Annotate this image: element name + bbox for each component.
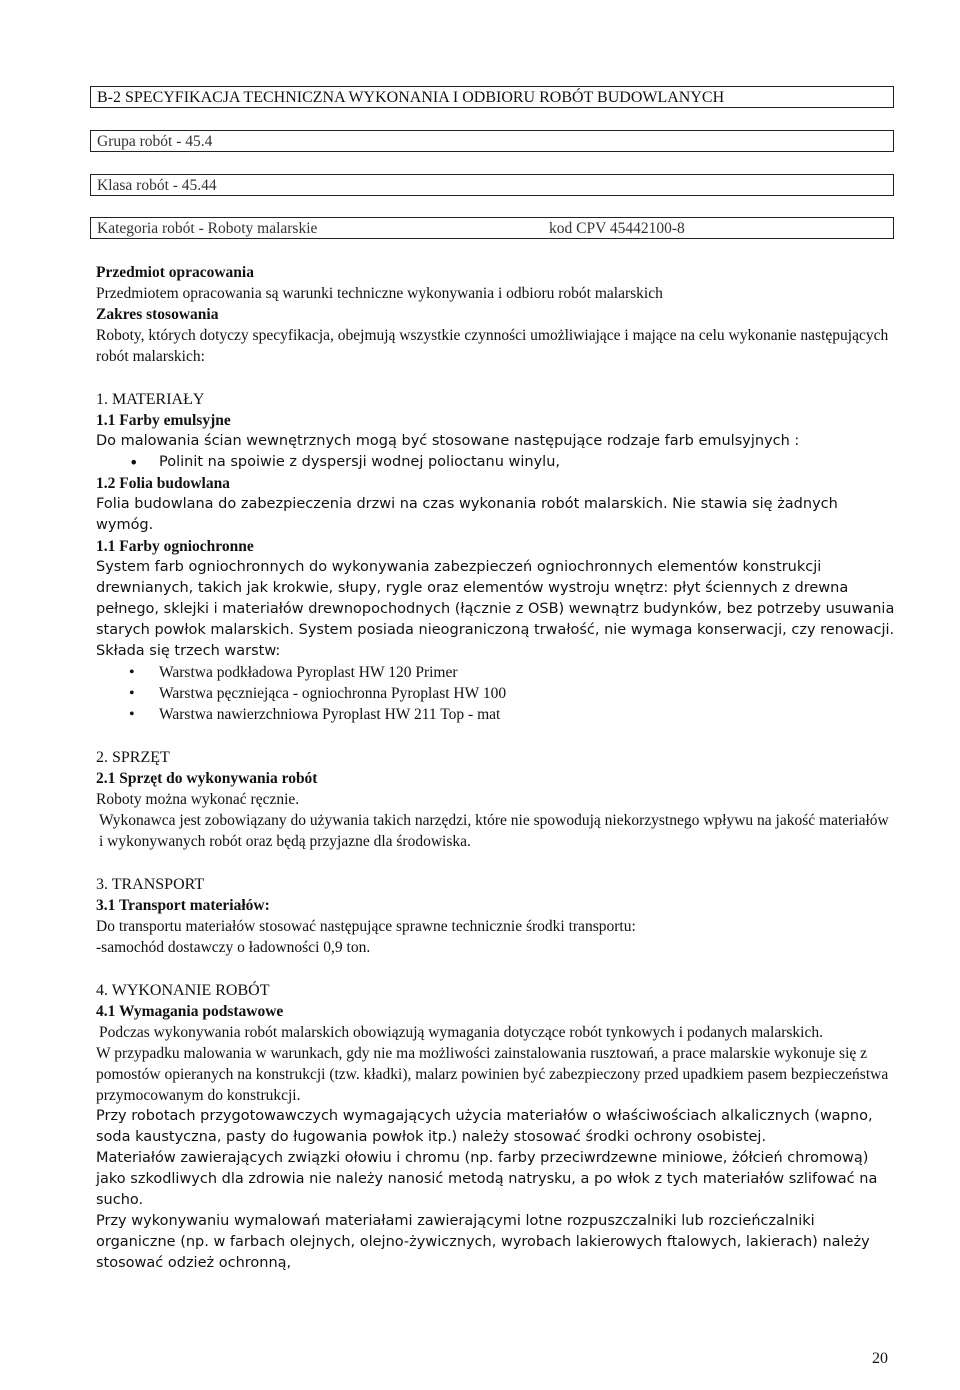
execution-sub-heading: 4.1 Wymagania podstawowe (96, 1003, 284, 1020)
work-category: Kategoria robót - Roboty malarskie (97, 220, 318, 237)
work-group: Grupa robót - 45.4 (97, 133, 213, 150)
page-number: 20 (872, 1350, 888, 1367)
spec-title-box (90, 86, 894, 108)
emulsion-paints-list (96, 452, 896, 473)
subject-text: Przedmiotem opracowania są warunki techniczne wykonywania i odbioru robót malarskich (96, 285, 663, 302)
work-class: Klasa robót - 45.44 (97, 177, 217, 194)
layers-list (96, 662, 896, 725)
list-item: • Polinit na spoiwie z dyspersji wodnej polioctanu winylu, (96, 452, 896, 473)
foil-heading: 1.2 Folia budowlana (96, 475, 230, 492)
execution-paragraph-5: Przy wykonywaniu wymalowań materiałami zawierającymi lotne rozpuszczalniki lub rozcieńczalniki organiczne (np. w farbach olejnych, olejno-żywicznych, wyrobach lakierowych ftalowych, lakierach) należy stosować odzież ochronną, (96, 1213, 870, 1271)
materials-heading: 1. MATERIAŁY (96, 391, 205, 408)
transport-sub-heading: 3.1 Transport materiałów: (96, 897, 270, 914)
work-group-box (90, 130, 894, 152)
equipment-sub-heading: 2.1 Sprzęt do wykonywania robót (96, 770, 318, 787)
fireproof-paints-text: System farb ogniochronnych do wykonywania zabezpieczeń ogniochronnych elementów konstrukcji drewnianych, takich jak krokwie, słupy, rygle oraz elementów wystroju wnętrz: płyt ściennych z drewna pełnego, sklejki i materiałów drewnopochodnych (łącznie z OSB) wewnątrz budynków, bez potrzeby usuwania starych powłok malarskich. System posiada nieograniczoną trwałość, nie wymaga konserwacji, czy renowacji. (96, 559, 895, 638)
work-category-box (90, 217, 894, 239)
transport-heading: 3. TRANSPORT (96, 876, 205, 893)
transport-line-2: -samochód dostawczy o ładowności 0,9 ton. (96, 939, 371, 956)
subject-heading: Przedmiot opracowania (96, 264, 254, 281)
scope-text: Roboty, których dotyczy specyfikacja, obejmują wszystkie czynności umożliwiające i mające na celu wykonanie następujących robót malarskich: (96, 327, 889, 365)
execution-paragraph-2: W przypadku malowania w warunkach, gdy nie ma możliwości zainstalowania rusztowań, a prace malarskie wykonuje się z pomostów opieranych na konstrukcji (tzw. kładki), malarz powinien być zabezpieczony przed upadkiem pasem bezpieczeństwa przymocowanym do konstrukcji. (96, 1045, 889, 1104)
equipment-line-2: Wykonawca jest zobowiązany do używania takich narzędzi, które nie spowodują niekorzystnego wpływu na jakość materiałów i wykonywanych robót oraz będą przyjazne dla środowiska. (99, 812, 889, 850)
execution-paragraph-4: Materiałów zawierających związki ołowiu i chromu (np. farby przeciwrdzewne miniowe, żółcień chromową) jako szkodliwych dla zdrowia nie należy nanosić metodą natrysku, a po włok z tych materiałów szlifować na sucho. (96, 1150, 878, 1208)
fireproof-paints-heading: 1.1 Farby ogniochronne (96, 538, 254, 555)
transport-line-1: Do transportu materiałów stosować następujące sprawne technicznie środki transportu: (96, 918, 636, 935)
document-body (96, 262, 896, 1274)
foil-text: Folia budowlana do zabezpieczenia drzwi na czas wykonania robót malarskich. Nie stawia się żadnych wymóg. (96, 496, 838, 533)
execution-paragraph-1: Podczas wykonywania robót malarskich obowiązują wymagania dotyczące robót tynkowych i podanych malarskich. (99, 1024, 823, 1041)
emulsion-paints-heading: 1.1 Farby emulsyjne (96, 412, 231, 429)
list-item: • Warstwa podkładowa Pyroplast HW 120 Primer (96, 662, 896, 683)
equipment-heading: 2. SPRZĘT (96, 749, 170, 766)
equipment-line-1: Roboty można wykonać ręcznie. (96, 791, 300, 808)
layers-intro: Składa się trzech warstw: (96, 643, 281, 659)
execution-heading: 4. WYKONANIE ROBÓT (96, 982, 270, 999)
emulsion-paints-text: Do malowania ścian wewnętrznych mogą być stosowane następujące rodzaje farb emulsyjnych : (96, 433, 800, 449)
list-item: • Warstwa nawierzchniowa Pyroplast HW 211 Top - mat (96, 704, 896, 725)
spec-title: B-2 SPECYFIKACJA TECHNICZNA WYKONANIA I ODBIORU ROBÓT BUDOWLANYCH (97, 89, 725, 106)
list-item: • Warstwa pęczniejąca - ogniochronna Pyroplast HW 100 (96, 683, 896, 704)
execution-paragraph-3: Przy robotach przygotowawczych wymagających użycia materiałów o właściwościach alkalicznych (wapno, soda kaustyczna, pasty do ługowania powłok itp.) należy stosować środki ochrony osobistej. (96, 1108, 873, 1145)
work-class-box (90, 174, 894, 196)
cpv-code: kod CPV 45442100-8 (549, 220, 685, 237)
scope-heading: Zakres stosowania (96, 306, 219, 323)
